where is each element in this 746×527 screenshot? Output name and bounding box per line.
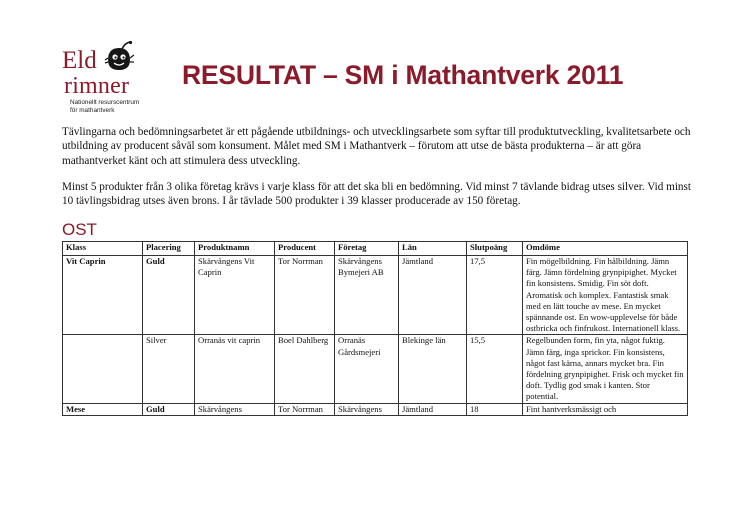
header-producent: Producent: [275, 242, 335, 256]
table-row: [63, 335, 688, 403]
intro-paragraph-2: Minst 5 produkter från 3 olika företag krävs i varje klass för att det ska bli en bedömning. Vid minst 7 tävlande bidrag utses silver. Vid minst 10 tävlingsbidrag utses även brons. I år tävlade 500 produkter i 39 klasser producerade av 150 företag.: [62, 181, 691, 208]
header-produktnamn: Produktnamn: [195, 242, 275, 256]
cell-produktnamn: Skärvångens: [195, 403, 275, 415]
table-header-row: [63, 242, 688, 256]
logo-text-rimner: rimner: [64, 73, 130, 99]
cell-placering: Guld: [143, 403, 195, 415]
eldrimner-logo: [62, 40, 162, 118]
cell-omdome: Regelbunden form, fin yta, något fuktig. Jämn färg, inga sprickor. Fin konsistens, något fast kärna, annars mycket bra. Fin fördelning grynpipighet. Frisk och mycket fin doft. Tydlig god smak i kanten. Stor potential.: [523, 335, 688, 403]
header-slutpoang: Slutpoäng: [467, 242, 523, 256]
page-title: RESULTAT – SM i Mathantverk 2011: [182, 60, 624, 90]
header-placering: Placering: [143, 242, 195, 256]
logo-subtitle-line2: för mathantverk: [70, 107, 115, 114]
cell-klass: [63, 335, 143, 403]
logo-subtitle-line1: Nationellt resurscentrum: [70, 99, 140, 106]
cell-lan: Jämtland: [399, 256, 467, 335]
table-row: [63, 256, 688, 335]
cell-foretag: Skärvångens: [335, 403, 399, 415]
cell-producent: Tor Norrman: [275, 256, 335, 335]
cell-foretag: Orranäs Gårdsmejeri: [335, 335, 399, 403]
cell-producent: Boel Dahlberg: [275, 335, 335, 403]
cell-klass: Vit Caprin: [63, 256, 143, 335]
cell-omdome: Fin mögelbildning. Fin hålbildning. Jämn färg. Jämn fördelning grynpipighet. Mycket fin konsistens. Smidig. Fin söt doft. Aromatisk och komplex. Fantastisk smak med en lätt touche av mese. En mycket spännande ost. En wow-upplevelse för både ostbricka och finfrukost. Internationell klass.: [523, 256, 688, 335]
header-klass: Klass: [63, 242, 143, 256]
cell-omdome: Fint hantverksmässigt och: [523, 403, 688, 415]
logo-mascot-icon: [102, 40, 136, 74]
results-table: [62, 241, 688, 416]
header-omdome: Omdöme: [523, 242, 688, 256]
logo-text-eld: Eld: [62, 47, 97, 74]
cell-lan: Jämtland: [399, 403, 467, 415]
cell-foretag: Skärvångens Bymejeri AB: [335, 256, 399, 335]
cell-producent: Tor Norrman: [275, 403, 335, 415]
cell-slutpoang: 15,5: [467, 335, 523, 403]
intro-paragraph-1: Tävlingarna och bedömningsarbetet är ett pågående utbildnings- och utvecklingsarbete som syftar till produktutveckling, kvalitetsarbete och utbildning av producent såväl som konsument. Målet med SM i Mathantverk – förutom att utse de bästa produkterna – är att göra mathantverket känt och att stimulera dess utveckling.: [62, 126, 691, 167]
cell-produktnamn: Orranäs vit caprin: [195, 335, 275, 403]
cell-lan: Blekinge län: [399, 335, 467, 403]
header-foretag: Företag: [335, 242, 399, 256]
cell-slutpoang: 17,5: [467, 256, 523, 335]
cell-produktnamn: Skärvångens Vit Caprin: [195, 256, 275, 335]
table-row: [63, 403, 688, 415]
section-heading: OST: [62, 220, 97, 239]
cell-placering: Silver: [143, 335, 195, 403]
cell-slutpoang: 18: [467, 403, 523, 415]
cell-placering: Guld: [143, 256, 195, 335]
header-lan: Län: [399, 242, 467, 256]
logo-subtitle: [70, 99, 139, 115]
cell-klass: Mese: [63, 403, 143, 415]
